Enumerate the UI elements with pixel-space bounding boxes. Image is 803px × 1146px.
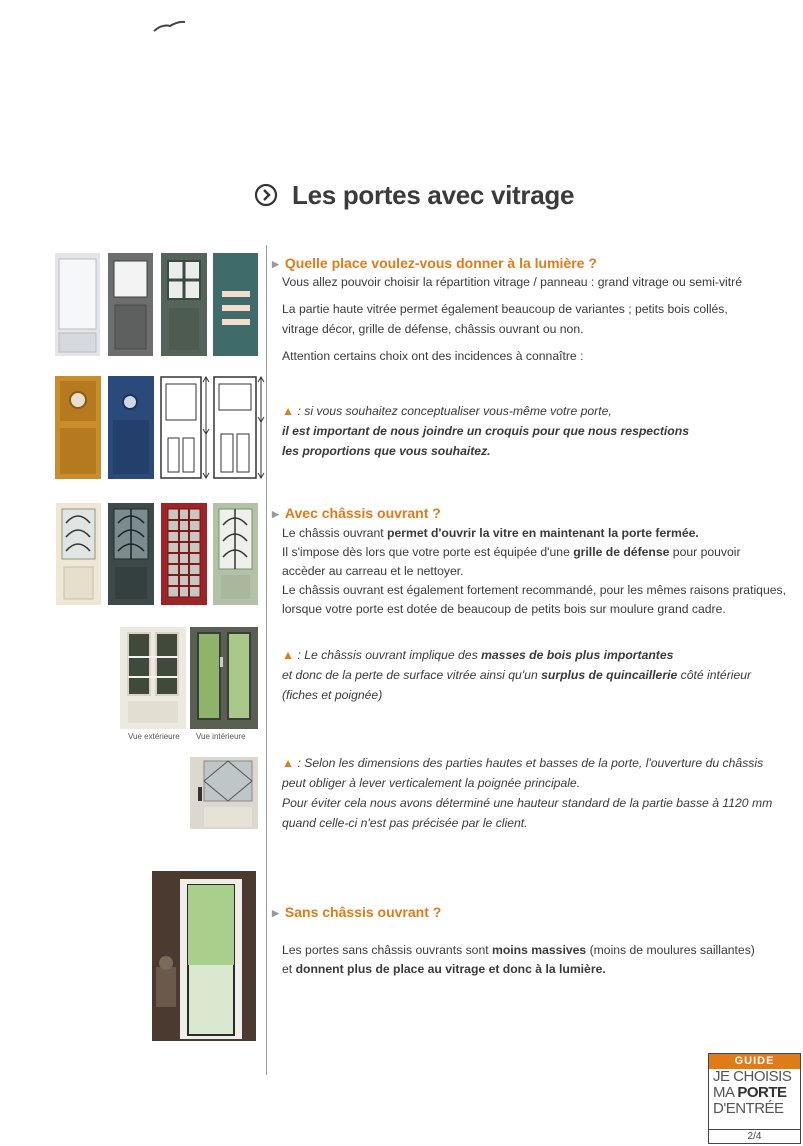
warning-croquis: ▲ : si vous souhaitez conceptualiser vous-même votre porte, il est important de nous joindre un croquis pour que nous respections les proportions que vous souhaitez. [282, 404, 689, 458]
vertical-rule [266, 245, 267, 1075]
chevron-circle-icon [254, 183, 278, 207]
door-image-grey-semi-glass [108, 253, 153, 356]
paragraph: et donnent plus de place au vitrage et donc à la lumière. [282, 962, 606, 976]
scan-mark [152, 18, 188, 34]
warning-masses-bois: ▲ : Le châssis ouvrant implique des masses de bois plus importantes et donc de la perte de surface vitrée ainsi qu'un surplus de quincaillerie côté intérieur (fiches et poignée) [282, 648, 752, 702]
door-image-dark-green-grille [108, 503, 154, 605]
page-number: 2/4 [709, 1129, 800, 1143]
guide-badge [708, 1053, 801, 1144]
page-title: Les portes avec vitrage [292, 180, 575, 210]
paragraph: lorsque votre porte est dotée de beaucoup de petits bois sur moulure grand cadre. [282, 602, 726, 616]
photo-vue-exterieure [120, 627, 186, 729]
paragraph: Attention certains choix ont des incidences à connaître : [282, 349, 584, 363]
caption-vue-interieure: Vue intérieure [196, 732, 246, 741]
photo-porte-sans-chassis [152, 871, 256, 1041]
paragraph: La partie haute vitrée permet également beaucoup de variantes ; petits bois collés, [282, 302, 728, 316]
guide-band: GUIDE [709, 1054, 800, 1069]
warning-icon: ▲ [282, 648, 295, 662]
door-image-cream-grille [56, 503, 101, 605]
section-heading-lumiere: ▶ Quelle place voulez-vous donner à la lumière ? [272, 255, 597, 271]
door-image-teal-slot-windows [213, 253, 258, 356]
guide-line-2: MA PORTE [713, 1084, 787, 1101]
door-image-blue-porthole [108, 376, 154, 479]
section-heading-avec-chassis: ▶ Avec châssis ouvrant ? [272, 505, 441, 521]
warning-icon: ▲ [282, 404, 295, 418]
door-diagram-proportions-2 [213, 376, 265, 479]
paragraph: vitrage décor, grille de défense, châssis ouvrant ou non. [282, 322, 584, 336]
guide-line-1: JE CHOISIS [713, 1068, 792, 1085]
photo-vue-interieure [190, 627, 258, 729]
paragraph: accèder au carreau et le nettoyer. [282, 564, 464, 578]
paragraph: Les portes sans châssis ouvrants sont moins massives (moins de moulures saillantes) [282, 943, 755, 957]
door-diagram-proportions-1 [160, 376, 210, 479]
door-image-sage-grille [213, 503, 258, 605]
door-image-white-full-glass [55, 253, 100, 356]
paragraph: Il s'impose dès lors que votre porte est équipée d'une grille de défense pour pouvoir [282, 545, 741, 559]
warning-icon: ▲ [282, 756, 295, 770]
paragraph: Le châssis ouvrant est également fortement recommandé, pour les mêmes raisons pratiques, [282, 583, 786, 597]
paragraph: Le châssis ouvrant permet d'ouvrir la vitre en maintenant la porte fermée. [282, 526, 699, 540]
section-heading-sans-chassis: ▶ Sans châssis ouvrant ? [272, 904, 442, 920]
caption-vue-exterieure: Vue extérieure [128, 732, 180, 741]
door-image-green-small-panes [161, 253, 207, 356]
paragraph: Vous allez pouvoir choisir la répartition vitrage / panneau : grand vitrage ou semi-vitré [282, 275, 742, 289]
photo-poignee-detail [190, 757, 258, 829]
door-image-wood-porthole [55, 376, 101, 479]
door-image-red-grille [161, 503, 207, 605]
warning-poignee: ▲ : Selon les dimensions des parties hautes et basses de la porte, l'ouverture du châssis peut obliger à lever verticalement la poignée principale. Pour éviter cela nous avons déterminé une hauteur standard de la partie basse à 1120 mm quand celle-ci n'est pas précisée par le client. [282, 756, 773, 830]
guide-line-3: D'ENTRÉE [713, 1100, 784, 1117]
